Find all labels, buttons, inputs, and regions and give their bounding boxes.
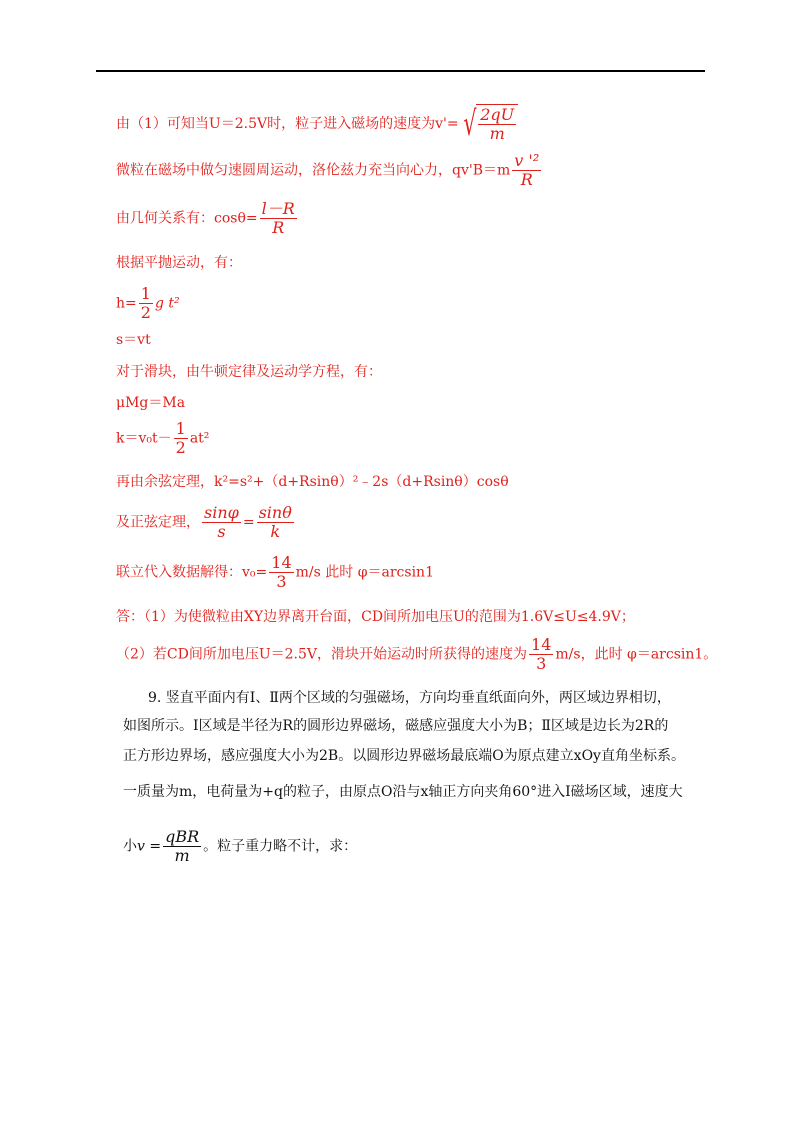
frac-numerator: 1 <box>140 284 151 303</box>
answer-line-2 <box>116 152 543 189</box>
answer-line-6: s＝vt <box>116 332 151 348</box>
line-tail: 。粒子重力略不计，求： <box>203 838 358 855</box>
line-tail: g t² <box>154 295 180 312</box>
problem-line-1: 9. 竖直平面内有Ⅰ、Ⅱ两个区域的匀强磁场，方向均垂直纸面向外，两区域边界相切， <box>148 690 671 706</box>
answer-line-10: 再由余弦定理，k²=s²+（d+Rsinθ）²﹣2s（d+Rsinθ）cosθ <box>116 474 509 490</box>
frac-denominator: 3 <box>276 572 287 591</box>
frac-denominator: s <box>217 522 226 541</box>
frac-denominator: 2 <box>140 303 151 322</box>
line-text: 及正弦定理， <box>116 514 200 531</box>
frac-denominator: 3 <box>536 654 547 673</box>
answer-line-13: 答：（1）为使微粒由XY边界离开台面，CD间所加电压U的范围为1.6V≤U≤4.9V； <box>116 609 635 625</box>
answer-line-4: 根据平抛运动，有： <box>116 255 242 271</box>
line-text: （2）若CD间所加电压U＝2.5V，滑块开始运动时所获得的速度为 <box>116 646 528 663</box>
answer-line-14 <box>116 636 717 673</box>
frac-numerator: sinθ <box>258 503 292 522</box>
frac-denominator: m <box>174 846 190 865</box>
line-tail: m/s，此时 φ＝arcsin1。 <box>555 646 718 663</box>
problem-line-5 <box>123 828 357 865</box>
frac-numerator: 1 <box>175 419 186 438</box>
answer-line-7: 对于滑块，由牛顿定律及运动学方程，有： <box>116 364 382 380</box>
answer-line-8: μMg＝Ma <box>116 395 186 411</box>
frac-numerator: l－R <box>261 199 295 218</box>
frac-denominator: k <box>270 522 281 541</box>
line-text: 联立代入数据解得：v₀= <box>116 564 268 581</box>
frac-denominator: R <box>272 218 285 237</box>
line-tail: at² <box>189 430 210 447</box>
problem-line-2: 如图所示。Ⅰ区域是半径为R的圆形边界磁场，磁感应强度大小为B；Ⅱ区域是边长为2R的 <box>123 718 669 734</box>
sqrt-expression: √ $\frac{2qU}{m}$ <box>459 104 519 144</box>
answer-line-3 <box>116 200 299 237</box>
header-rule <box>96 70 705 72</box>
frac-numerator: 14 <box>531 635 552 654</box>
line-text: 小 <box>123 838 137 855</box>
frac-denominator: R <box>520 170 533 189</box>
line-text: 微粒在磁场中做匀速圆周运动，洛伦兹力充当向心力，qv'B＝m <box>116 162 511 179</box>
problem-line-4: 一质量为m，电荷量为+q的粒子，由原点O沿与x轴正方向夹角60°进入Ⅰ磁场区域，速度大 <box>123 784 683 800</box>
problem-line-3: 正方形边界场，感应强度大小为2B。以圆形边界磁场最底端O为原点建立xOy直角坐标系。 <box>123 748 685 764</box>
line-text: 由几何关系有：cosθ= <box>116 210 258 227</box>
answer-line-12 <box>116 554 434 591</box>
frac-denominator: 2 <box>175 438 186 457</box>
answer-line-9 <box>116 420 209 457</box>
line-text: 由（1）可知当U＝2.5V时，粒子进入磁场的速度为v'= <box>116 116 459 132</box>
frac-numerator: 2qU <box>480 105 515 124</box>
answer-line-1 <box>116 104 518 144</box>
line-tail: m/s 此时 φ＝arcsin1 <box>295 564 434 581</box>
velocity-symbol: v = <box>137 838 162 855</box>
frac-numerator: qBR <box>165 827 200 846</box>
frac-numerator: sinφ <box>204 503 239 522</box>
frac-denominator: m <box>489 124 505 143</box>
line-text: k＝v₀t－ <box>116 430 172 447</box>
answer-line-5 <box>116 285 180 322</box>
answer-line-11 <box>116 504 296 541</box>
frac-numerator: 14 <box>271 553 292 572</box>
line-text: h= <box>116 295 137 312</box>
frac-numerator: v '² <box>514 151 540 170</box>
equals-sign: = <box>242 514 255 531</box>
